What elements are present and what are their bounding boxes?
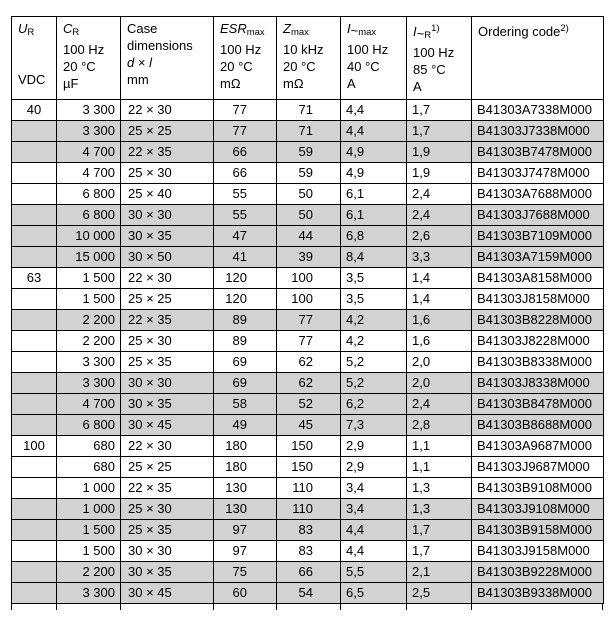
- voltage-cell: [12, 121, 57, 142]
- esr-cell: 69: [214, 373, 277, 394]
- table-row: [12, 457, 604, 478]
- table-row: [12, 373, 604, 394]
- impedance-cell: 50: [277, 184, 341, 205]
- table-row: [12, 205, 604, 226]
- esr-cell: 75: [214, 562, 277, 583]
- voltage-cell: [12, 226, 57, 247]
- capacitor-ratings-table: [11, 16, 604, 604]
- max-current-cell: 3,4: [341, 499, 407, 520]
- esr-cell: 89: [214, 331, 277, 352]
- esr-cell: 41: [214, 247, 277, 268]
- esr-cell: 130: [214, 478, 277, 499]
- max-current-cell: 2,9: [341, 436, 407, 457]
- capacitance-cell: 6 800: [57, 415, 121, 436]
- max-current-cell: 5,2: [341, 373, 407, 394]
- rated-current-cell: 2,4: [407, 394, 472, 415]
- case-dimensions-cell: 22 × 35: [121, 310, 214, 331]
- table-row: [12, 163, 604, 184]
- header-rated-ripple-current: $I\sim_R^{1)}$ 100 Hz 85 °C A: [407, 17, 472, 100]
- impedance-cell: 39: [277, 247, 341, 268]
- ordering-code-cell: B41303J8158M000: [472, 289, 604, 310]
- case-dimensions-cell: 22 × 35: [121, 478, 214, 499]
- case-dimensions-cell: 25 × 35: [121, 352, 214, 373]
- case-dimensions-cell: 25 × 25: [121, 289, 214, 310]
- column-tick: [340, 604, 341, 610]
- header-capacitance: $C_R$ 100 Hz 20 °C µF: [57, 17, 121, 100]
- ordering-code-cell: B41303J7338M000: [472, 121, 604, 142]
- voltage-cell: [12, 205, 57, 226]
- case-dimensions-cell: 22 × 35: [121, 142, 214, 163]
- capacitance-cell: 1 500: [57, 289, 121, 310]
- voltage-cell: [12, 562, 57, 583]
- esr-cell: 120: [214, 268, 277, 289]
- header-row: [12, 17, 604, 100]
- max-current-cell: 7,3: [341, 415, 407, 436]
- case-dimensions-cell: 30 × 35: [121, 226, 214, 247]
- table-row: [12, 247, 604, 268]
- case-dimensions-cell: 22 × 30: [121, 436, 214, 457]
- capacitance-cell: 3 300: [57, 352, 121, 373]
- rated-current-cell: 1,6: [407, 331, 472, 352]
- column-tick: [276, 604, 277, 610]
- header-esr-max: $ESR_{max}$ 100 Hz 20 °C mΩ: [214, 17, 277, 100]
- capacitance-cell: 1 000: [57, 478, 121, 499]
- rated-current-cell: 1,7: [407, 121, 472, 142]
- table-row: [12, 583, 604, 604]
- capacitance-cell: 680: [57, 436, 121, 457]
- table-header: [12, 17, 604, 100]
- column-tick: [56, 604, 57, 610]
- capacitance-cell: 6 800: [57, 184, 121, 205]
- max-current-cell: 4,2: [341, 331, 407, 352]
- column-tick: [471, 604, 472, 610]
- case-dimensions-cell: 25 × 40: [121, 184, 214, 205]
- ordering-code-cell: B41303J9158M000: [472, 541, 604, 562]
- rated-current-cell: 1,9: [407, 163, 472, 184]
- header-symbol-imax: $I\sim_{max}$: [347, 21, 377, 38]
- max-current-cell: 2,9: [341, 457, 407, 478]
- table-row: [12, 499, 604, 520]
- column-tick: [406, 604, 407, 610]
- esr-cell: 55: [214, 184, 277, 205]
- ordering-code-cell: B41303A9687M000: [472, 436, 604, 457]
- max-current-cell: 5,5: [341, 562, 407, 583]
- ordering-code-cell: B41303J9108M000: [472, 499, 604, 520]
- esr-cell: 55: [214, 205, 277, 226]
- esr-cell: 66: [214, 163, 277, 184]
- table-row: [12, 520, 604, 541]
- header-unit-a: A: [413, 79, 422, 94]
- max-current-cell: 4,9: [341, 142, 407, 163]
- voltage-cell: [12, 457, 57, 478]
- table-row: [12, 352, 604, 373]
- capacitance-cell: 3 300: [57, 583, 121, 604]
- header-symbol-dxl: d × l: [127, 55, 152, 70]
- header-unit-uf: µF: [63, 76, 79, 91]
- capacitance-cell: 3 300: [57, 121, 121, 142]
- voltage-cell: 63: [12, 268, 57, 289]
- esr-cell: 180: [214, 457, 277, 478]
- voltage-cell: [12, 478, 57, 499]
- capacitance-cell: 15 000: [57, 247, 121, 268]
- header-impedance-max: $Z_{max}$ 10 kHz 20 °C mΩ: [277, 17, 341, 100]
- rated-current-cell: 2,6: [407, 226, 472, 247]
- max-current-cell: 4,4: [341, 100, 407, 121]
- ordering-code-cell: B41303J7688M000: [472, 205, 604, 226]
- impedance-cell: 62: [277, 373, 341, 394]
- capacitance-cell: 2 200: [57, 562, 121, 583]
- esr-cell: 58: [214, 394, 277, 415]
- table-row: [12, 394, 604, 415]
- header-rated-voltage: [12, 17, 57, 100]
- capacitance-cell: 10 000: [57, 226, 121, 247]
- table-row: [12, 541, 604, 562]
- rated-current-cell: 2,0: [407, 352, 472, 373]
- table-row: [12, 289, 604, 310]
- rated-current-cell: 1,1: [407, 436, 472, 457]
- impedance-cell: 71: [277, 100, 341, 121]
- max-current-cell: 6,1: [341, 184, 407, 205]
- table-row: [12, 184, 604, 205]
- case-dimensions-cell: 25 × 25: [121, 457, 214, 478]
- esr-cell: 60: [214, 583, 277, 604]
- ordering-code-cell: B41303B7109M000: [472, 226, 604, 247]
- ordering-code-cell: B41303B9228M000: [472, 562, 604, 583]
- voltage-cell: [12, 394, 57, 415]
- max-current-cell: 6,5: [341, 583, 407, 604]
- case-dimensions-cell: 30 × 30: [121, 541, 214, 562]
- impedance-cell: 100: [277, 268, 341, 289]
- esr-cell: 77: [214, 121, 277, 142]
- rated-current-cell: 1,3: [407, 499, 472, 520]
- capacitance-cell: 3 300: [57, 373, 121, 394]
- voltage-cell: [12, 247, 57, 268]
- voltage-cell: 40: [12, 100, 57, 121]
- impedance-cell: 71: [277, 121, 341, 142]
- max-current-cell: 4,9: [341, 163, 407, 184]
- rated-current-cell: 2,1: [407, 562, 472, 583]
- esr-cell: 130: [214, 499, 277, 520]
- impedance-cell: 44: [277, 226, 341, 247]
- esr-cell: 89: [214, 310, 277, 331]
- esr-cell: 77: [214, 100, 277, 121]
- header-symbol-cr: $C_R$: [63, 21, 80, 38]
- capacitance-cell: 4 700: [57, 394, 121, 415]
- case-dimensions-cell: 30 × 35: [121, 562, 214, 583]
- ordering-code-cell: B41303B8478M000: [472, 394, 604, 415]
- header-unit-mohm: mΩ: [283, 76, 304, 91]
- ordering-code-cell: B41303J7478M000: [472, 163, 604, 184]
- impedance-cell: 45: [277, 415, 341, 436]
- voltage-cell: [12, 520, 57, 541]
- rated-current-cell: 1,7: [407, 520, 472, 541]
- column-tick: [213, 604, 214, 610]
- case-dimensions-cell: 30 × 35: [121, 394, 214, 415]
- capacitance-cell: 1 500: [57, 520, 121, 541]
- max-current-cell: 4,4: [341, 520, 407, 541]
- ordering-code-cell: B41303J9687M000: [472, 457, 604, 478]
- header-unit-mm: mm: [127, 72, 149, 87]
- esr-cell: 97: [214, 541, 277, 562]
- table-row: [12, 415, 604, 436]
- ordering-code-cell: B41303J8228M000: [472, 331, 604, 352]
- max-current-cell: 3,4: [341, 478, 407, 499]
- impedance-cell: 77: [277, 310, 341, 331]
- rated-current-cell: 1,9: [407, 142, 472, 163]
- header-symbol-z: $Z_{max}$: [283, 21, 309, 38]
- column-tick: [602, 604, 603, 610]
- voltage-cell: [12, 289, 57, 310]
- capacitance-cell: 680: [57, 457, 121, 478]
- esr-cell: 97: [214, 520, 277, 541]
- ordering-code-cell: B41303A7159M000: [472, 247, 604, 268]
- ordering-code-cell: B41303B9338M000: [472, 583, 604, 604]
- esr-cell: 180: [214, 436, 277, 457]
- voltage-cell: [12, 352, 57, 373]
- table-row: [12, 226, 604, 247]
- rated-current-cell: 1,4: [407, 268, 472, 289]
- ordering-code-cell: B41303A7688M000: [472, 184, 604, 205]
- case-dimensions-cell: 22 × 30: [121, 268, 214, 289]
- table-row: [12, 268, 604, 289]
- rated-current-cell: 3,3: [407, 247, 472, 268]
- capacitance-cell: 6 800: [57, 205, 121, 226]
- table-row: [12, 478, 604, 499]
- impedance-cell: 52: [277, 394, 341, 415]
- table-row: [12, 100, 604, 121]
- capacitance-cell: 1 000: [57, 499, 121, 520]
- rated-current-cell: 2,5: [407, 583, 472, 604]
- rated-current-cell: 2,0: [407, 373, 472, 394]
- table-row: [12, 121, 604, 142]
- max-current-cell: 3,5: [341, 268, 407, 289]
- header-ordering-code: Ordering code$^{2)}$: [472, 17, 604, 100]
- header-ripple-current-max: $I\sim_{max}$ 100 Hz 40 °C A: [341, 17, 407, 100]
- capacitance-cell: 1 500: [57, 268, 121, 289]
- impedance-cell: 110: [277, 478, 341, 499]
- header-symbol-ur: $U_R$: [18, 21, 35, 38]
- voltage-cell: 100: [12, 436, 57, 457]
- impedance-cell: 62: [277, 352, 341, 373]
- impedance-cell: 100: [277, 289, 341, 310]
- ordering-code-cell: B41303B9158M000: [472, 520, 604, 541]
- case-dimensions-cell: 30 × 50: [121, 247, 214, 268]
- table-row: [12, 310, 604, 331]
- impedance-cell: 83: [277, 541, 341, 562]
- ordering-code-cell: B41303B8228M000: [472, 310, 604, 331]
- max-current-cell: 6,1: [341, 205, 407, 226]
- capacitor-ratings-table-wrap: [11, 16, 604, 610]
- capacitance-cell: 4 700: [57, 163, 121, 184]
- impedance-cell: 150: [277, 436, 341, 457]
- ordering-code-cell: B41303A7338M000: [472, 100, 604, 121]
- voltage-cell: [12, 583, 57, 604]
- esr-cell: 66: [214, 142, 277, 163]
- voltage-cell: [12, 541, 57, 562]
- voltage-cell: [12, 373, 57, 394]
- case-dimensions-cell: 30 × 30: [121, 373, 214, 394]
- impedance-cell: 150: [277, 457, 341, 478]
- max-current-cell: 6,2: [341, 394, 407, 415]
- table-row: [12, 331, 604, 352]
- impedance-cell: 54: [277, 583, 341, 604]
- ordering-code-cell: B41303B8338M000: [472, 352, 604, 373]
- impedance-cell: 83: [277, 520, 341, 541]
- table-row: [12, 562, 604, 583]
- voltage-cell: [12, 331, 57, 352]
- table-row: [12, 436, 604, 457]
- impedance-cell: 50: [277, 205, 341, 226]
- rated-current-cell: 1,4: [407, 289, 472, 310]
- case-dimensions-cell: 30 × 30: [121, 205, 214, 226]
- column-tick: [11, 604, 12, 610]
- header-case-dimensions: Case dimensions d × l mm: [121, 17, 214, 100]
- rated-current-cell: 1,7: [407, 541, 472, 562]
- ordering-code-cell: B41303J8338M000: [472, 373, 604, 394]
- capacitance-cell: 3 300: [57, 100, 121, 121]
- capacitance-cell: 4 700: [57, 142, 121, 163]
- max-current-cell: 5,2: [341, 352, 407, 373]
- esr-cell: 49: [214, 415, 277, 436]
- ordering-code-cell: B41303A8158M000: [472, 268, 604, 289]
- header-unit-mohm: mΩ: [220, 76, 241, 91]
- esr-cell: 120: [214, 289, 277, 310]
- table-body: [12, 100, 604, 604]
- rated-current-cell: 1,1: [407, 457, 472, 478]
- column-tick: [120, 604, 121, 610]
- max-current-cell: 4,4: [341, 121, 407, 142]
- voltage-cell: [12, 142, 57, 163]
- capacitance-cell: 1 500: [57, 541, 121, 562]
- ordering-code-cell: B41303B7478M000: [472, 142, 604, 163]
- max-current-cell: 8,4: [341, 247, 407, 268]
- case-dimensions-cell: 25 × 30: [121, 499, 214, 520]
- header-symbol-ir: $I\sim_R^{1)}$: [413, 23, 440, 41]
- voltage-cell: [12, 163, 57, 184]
- ordering-code-cell: B41303B8688M000: [472, 415, 604, 436]
- voltage-cell: [12, 184, 57, 205]
- voltage-cell: [12, 499, 57, 520]
- case-dimensions-cell: 30 × 45: [121, 415, 214, 436]
- case-dimensions-cell: 25 × 35: [121, 520, 214, 541]
- rated-current-cell: 2,4: [407, 205, 472, 226]
- ordering-code-cell: B41303B9108M000: [472, 478, 604, 499]
- voltage-cell: [12, 415, 57, 436]
- case-dimensions-cell: 25 × 30: [121, 163, 214, 184]
- case-dimensions-cell: 22 × 30: [121, 100, 214, 121]
- rated-current-cell: 1,3: [407, 478, 472, 499]
- max-current-cell: 3,5: [341, 289, 407, 310]
- impedance-cell: 59: [277, 163, 341, 184]
- rated-current-cell: 1,6: [407, 310, 472, 331]
- table-row: [12, 142, 604, 163]
- max-current-cell: 4,2: [341, 310, 407, 331]
- header-unit-a: A: [347, 76, 356, 91]
- capacitance-cell: 2 200: [57, 331, 121, 352]
- impedance-cell: 59: [277, 142, 341, 163]
- header-unit-vdc: VDC: [18, 72, 46, 87]
- esr-cell: 47: [214, 226, 277, 247]
- impedance-cell: 66: [277, 562, 341, 583]
- table-bottom-ticks: [11, 604, 603, 610]
- capacitance-cell: 2 200: [57, 310, 121, 331]
- case-dimensions-cell: 25 × 25: [121, 121, 214, 142]
- max-current-cell: 6,8: [341, 226, 407, 247]
- voltage-cell: [12, 310, 57, 331]
- impedance-cell: 77: [277, 331, 341, 352]
- case-dimensions-cell: 25 × 30: [121, 331, 214, 352]
- max-current-cell: 4,4: [341, 541, 407, 562]
- case-dimensions-cell: 30 × 45: [121, 583, 214, 604]
- rated-current-cell: 1,7: [407, 100, 472, 121]
- rated-current-cell: 2,4: [407, 184, 472, 205]
- impedance-cell: 110: [277, 499, 341, 520]
- rated-current-cell: 2,8: [407, 415, 472, 436]
- esr-cell: 69: [214, 352, 277, 373]
- header-symbol-esr: $ESR_{max}$: [220, 21, 265, 38]
